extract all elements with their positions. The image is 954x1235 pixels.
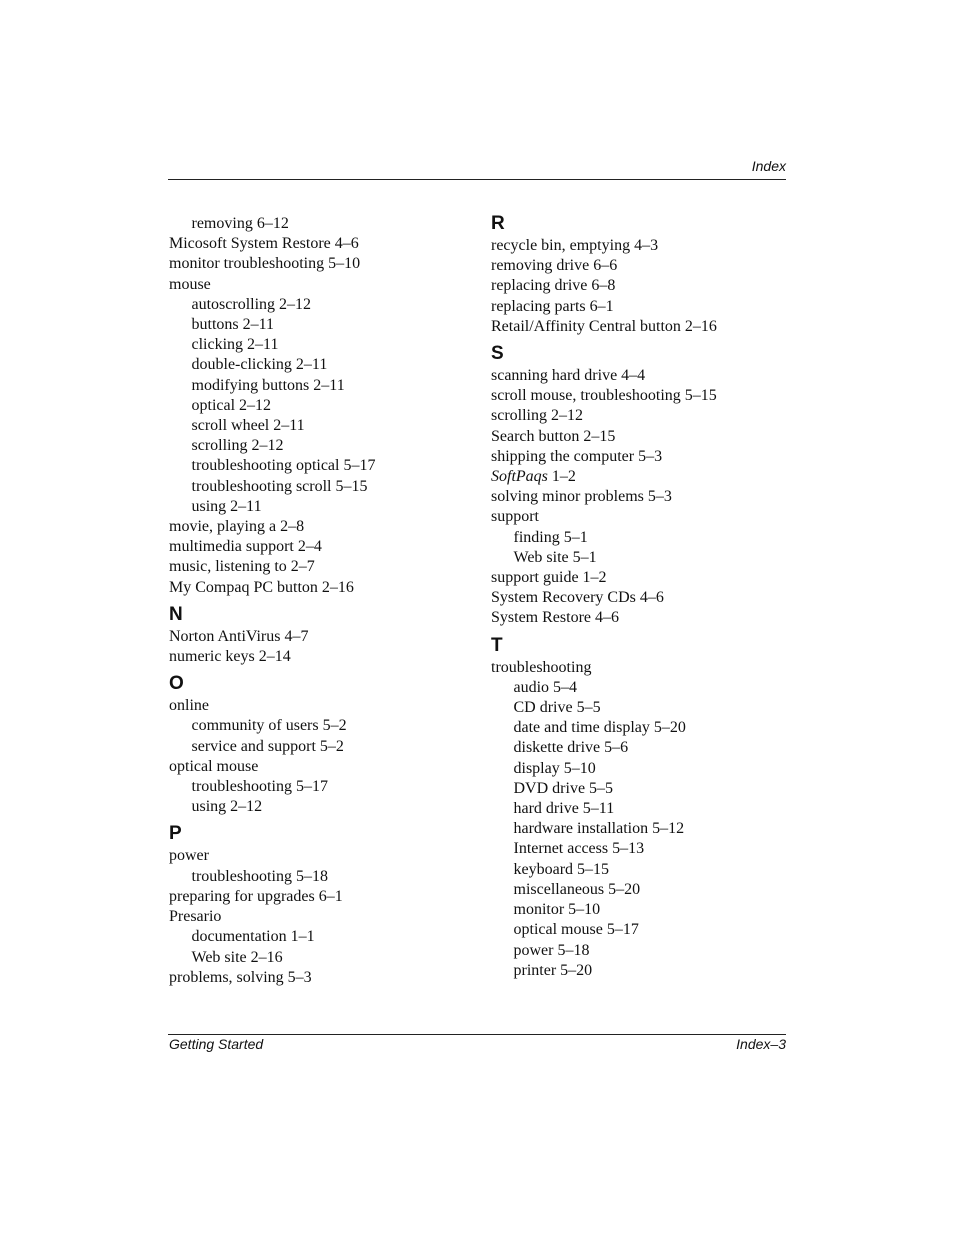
index-subentry: optical mouse 5–17: [513, 921, 639, 939]
index-subentry: date and time display 5–20: [513, 719, 686, 737]
index-entry-page-ref: 1–2: [547, 468, 576, 486]
index-subentry: printer 5–20: [513, 961, 593, 979]
running-header-title: Index: [751, 158, 786, 174]
index-subentry: buttons 2–11: [191, 316, 275, 334]
footer-rule: [168, 1034, 786, 1035]
index-entry: Norton AntiVirus 4–7: [169, 627, 309, 645]
index-subentry: display 5–10: [513, 759, 596, 777]
footer-document-title: Getting Started: [169, 1036, 264, 1052]
index-entry: online: [169, 697, 209, 715]
index-entry: power: [169, 847, 209, 865]
index-subentry: Web site 5–1: [513, 548, 597, 566]
index-column-right: [491, 214, 791, 981]
index-entry: System Restore 4–6: [491, 609, 619, 627]
index-subentry: scrolling 2–12: [191, 437, 284, 455]
index-entry: problems, solving 5–3: [169, 968, 312, 986]
index-entry: Retail/Affinity Central button 2–16: [491, 317, 717, 335]
index-entry: solving minor problems 5–3: [491, 488, 672, 506]
index-entry: support guide 1–2: [491, 569, 607, 587]
index-subentry: power 5–18: [513, 941, 590, 959]
index-entry: Micosoft System Restore 4–6: [169, 235, 359, 253]
index-subentry: clicking 2–11: [191, 336, 279, 354]
index-subentry: service and support 5–2: [191, 737, 344, 755]
index-section-letter: N: [169, 603, 183, 625]
index-entry: removing drive 6–6: [491, 257, 618, 275]
index-column-left: [169, 214, 469, 988]
index-entry: recycle bin, emptying 4–3: [491, 237, 659, 254]
footer-page-number: Index–3: [736, 1036, 786, 1052]
index-subentry: troubleshooting 5–17: [191, 778, 328, 796]
index-entry: replacing parts 6–1: [491, 297, 614, 315]
index-entry: [491, 467, 791, 487]
index-entry: optical mouse: [169, 757, 259, 775]
index-entry: scrolling 2–12: [491, 407, 583, 425]
index-subentry: using 2–12: [191, 798, 263, 816]
index-subentry: diskette drive 5–6: [513, 739, 629, 757]
index-entry-term: SoftPaqs: [491, 468, 548, 486]
index-subentry: monitor 5–10: [513, 901, 601, 919]
index-section-letter: P: [169, 823, 182, 845]
index-entry: preparing for upgrades 6–1: [169, 887, 343, 905]
index-entry: mouse: [169, 275, 211, 293]
index-subentry: hardware installation 5–12: [513, 820, 685, 838]
index-entry: replacing drive 6–8: [491, 277, 616, 295]
index-entry: monitor troubleshooting 5–10: [169, 255, 361, 273]
index-entry: scroll mouse, troubleshooting 5–15: [491, 387, 717, 405]
index-subentry: DVD drive 5–5: [513, 779, 614, 797]
index-subentry: Internet access 5–13: [513, 840, 645, 858]
index-subentry: miscellaneous 5–20: [513, 880, 641, 898]
index-entry: scanning hard drive 4–4: [491, 367, 646, 385]
index-section-letter: R: [491, 213, 505, 234]
index-subentry: scroll wheel 2–11: [191, 417, 305, 435]
index-entry: Search button 2–15: [491, 427, 616, 445]
index-entry: multimedia support 2–4: [169, 538, 322, 556]
index-entry: troubleshooting: [491, 658, 592, 676]
index-entry: shipping the computer 5–3: [491, 447, 663, 465]
index-subentry: double-clicking 2–11: [191, 356, 328, 374]
index-subentry: community of users 5–2: [191, 717, 347, 735]
index-subentry: CD drive 5–5: [513, 699, 601, 717]
index-subentry: using 2–11: [191, 497, 262, 515]
index-subentry: finding 5–1: [513, 528, 588, 546]
index-subentry: troubleshooting optical 5–17: [191, 457, 376, 475]
index-subentry: modifying buttons 2–11: [191, 376, 345, 394]
index-entry: support: [491, 508, 539, 526]
index-entry: Presario: [169, 908, 222, 926]
index-entry: movie, playing a 2–8: [169, 518, 305, 536]
index-subentry: troubleshooting scroll 5–15: [191, 477, 368, 495]
index-section-letter: O: [169, 673, 184, 695]
index-entry: numeric keys 2–14: [169, 648, 291, 666]
index-subentry: Web site 2–16: [191, 948, 283, 966]
header-rule: [168, 179, 786, 180]
index-entry: music, listening to 2–7: [169, 558, 315, 576]
index-subentry: autoscrolling 2–12: [191, 295, 312, 313]
index-entry: My Compaq PC button 2–16: [169, 578, 354, 596]
index-subentry: audio 5–4: [513, 678, 578, 696]
index-subentry: troubleshooting 5–18: [191, 867, 328, 885]
index-entry: System Recovery CDs 4–6: [491, 589, 664, 607]
index-section-letter: S: [491, 343, 504, 365]
index-subentry: optical 2–12: [191, 396, 272, 414]
index-subentry: documentation 1–1: [191, 928, 315, 946]
index-section-letter: T: [491, 634, 503, 656]
index-subentry: hard drive 5–11: [513, 800, 615, 818]
index-subentry: removing 6–12: [191, 215, 289, 232]
index-subentry: keyboard 5–15: [513, 860, 610, 878]
